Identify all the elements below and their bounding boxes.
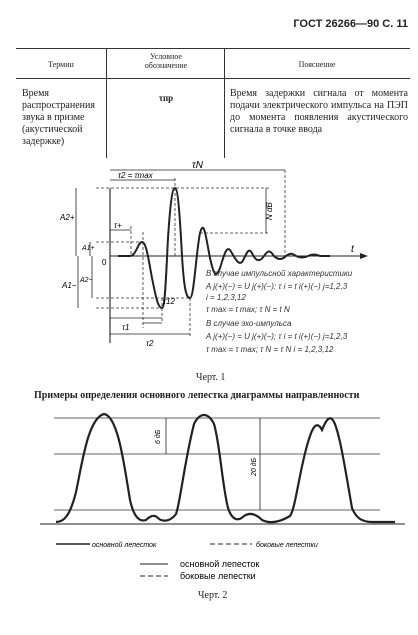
figure1-caption: Черт. 1 bbox=[196, 372, 226, 383]
label-A1-plus: A1+ bbox=[82, 245, 95, 252]
column-header-term: Термин bbox=[48, 60, 74, 69]
label-tau2: τ2 bbox=[146, 339, 154, 348]
label-tau2-eq-tau-max: τ2 = τmax bbox=[118, 171, 153, 180]
column-header-symbol: Условное обозначение bbox=[144, 52, 188, 70]
figure2-caption: Черт. 2 bbox=[198, 590, 228, 601]
cell-term: Время распространения звука в призме (акустической задержке) bbox=[22, 88, 95, 147]
note-line-3: i = 1,2,3,12 bbox=[206, 293, 246, 302]
t-axis-arrow bbox=[360, 253, 368, 259]
inline-main-lobe-label: основной лепесток bbox=[92, 542, 157, 549]
note-line-1: В случае импульсной характеристики bbox=[206, 269, 353, 278]
label-t-axis: t bbox=[351, 244, 354, 255]
label-A2-minus: A2− bbox=[80, 277, 93, 284]
label-6db: 6 дБ bbox=[155, 429, 162, 444]
table-header-rule bbox=[16, 78, 410, 79]
label-N-dB: N dB bbox=[265, 202, 274, 220]
label-20db: 20 дБ bbox=[251, 457, 258, 476]
note-line-7: τ max = τ max; τ N = τ N i = 1,2,3,12 bbox=[206, 345, 334, 354]
directivity-curve bbox=[56, 414, 395, 522]
table-top-rule bbox=[16, 48, 410, 49]
label-tau-N: τN bbox=[192, 160, 203, 171]
terms-table bbox=[16, 48, 410, 158]
legend-side-lobes: боковые лепестки bbox=[180, 571, 256, 581]
label-A1-minus: A1− bbox=[62, 281, 77, 290]
note-line-4: τ max = t max; τ N = t N bbox=[206, 305, 290, 314]
figure1-notes bbox=[205, 269, 353, 354]
note-line-5: В случае эхо-импульса bbox=[206, 319, 292, 328]
page-header: ГОСТ 26266—90 С. 11 bbox=[293, 18, 408, 30]
label-A2-plus: A2+ bbox=[60, 213, 75, 222]
note-line-2: A j(+)(−) = U j(+)(−); τ i = t i(+)(−) j=1,2,3 bbox=[206, 282, 348, 291]
directivity-diagram bbox=[0, 404, 418, 584]
figure2-title: Примеры определения основного лепестка диаграммы направленности bbox=[34, 390, 360, 401]
legend-main-lobe: основной лепесток bbox=[180, 559, 260, 569]
table-col-divider-1 bbox=[106, 48, 107, 158]
column-header-explanation: Пояснение bbox=[298, 60, 336, 69]
cell-explanation: Время задержки сигнала от момента подачи электрического импульса на ПЭП до момента появления акустического сигнала в точке ввода bbox=[230, 88, 408, 135]
label-origin: 0 bbox=[102, 258, 107, 267]
label-tau-plus: τ+ bbox=[114, 221, 122, 230]
impulse-response-diagram bbox=[0, 158, 418, 368]
label-tau12: τ12 bbox=[163, 297, 175, 306]
cell-symbol: τпр bbox=[158, 93, 174, 103]
inline-side-lobes-label: боковые лепестки bbox=[256, 542, 318, 549]
label-tau1: τ1 bbox=[122, 323, 130, 332]
note-line-6: A j(+)(−) = U j(+)(−); τ i = t i(+)(−) j=1,2,3 bbox=[206, 332, 348, 341]
